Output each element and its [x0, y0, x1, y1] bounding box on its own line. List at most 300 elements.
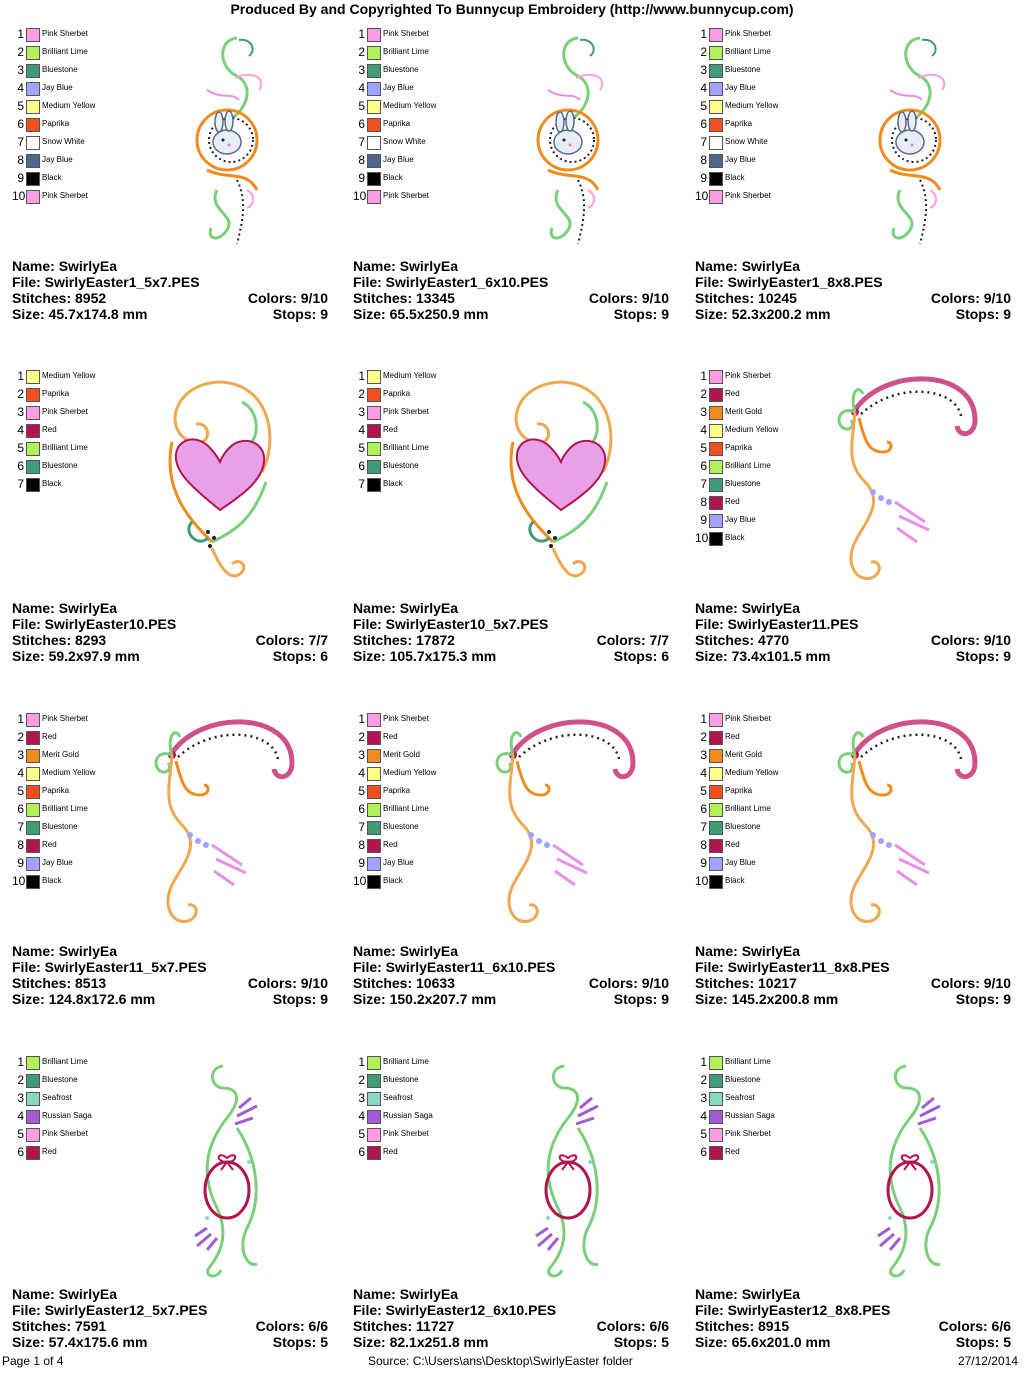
- stitch-count: 8513: [75, 975, 107, 991]
- design-card: [12, 711, 328, 1031]
- stitches-label: Stitches:: [695, 290, 755, 306]
- color-swatch-row: [353, 98, 493, 116]
- file-label: File:: [353, 274, 382, 290]
- color-count: 6/6: [308, 1318, 328, 1334]
- color-chip: [26, 1074, 40, 1088]
- color-name: Black: [42, 479, 62, 488]
- color-number: 7: [700, 135, 707, 149]
- color-swatch-row: [12, 404, 152, 422]
- color-name: Brilliant Lime: [383, 443, 429, 452]
- color-chip: [709, 388, 723, 402]
- color-swatch-row: [353, 765, 493, 783]
- colors-label: Colors:: [930, 975, 980, 991]
- color-name: Bluestone: [725, 1075, 761, 1084]
- color-swatch-row: [353, 1126, 493, 1144]
- color-swatch-row: [695, 711, 835, 729]
- color-chip: [26, 100, 40, 114]
- color-name: Bluestone: [725, 65, 761, 74]
- color-swatch-row: [695, 458, 835, 476]
- file-name: SwirlyEaster11_5x7.PES: [44, 959, 207, 975]
- color-swatch-row: [12, 458, 152, 476]
- color-chip: [26, 460, 40, 474]
- color-swatch-row: [353, 1072, 493, 1090]
- color-number: 9: [358, 171, 365, 185]
- print-date: 27/12/2014: [957, 1354, 1018, 1368]
- color-chip: [709, 767, 723, 781]
- color-name: Red: [383, 425, 398, 434]
- color-chip: [26, 1092, 40, 1106]
- name-label: Name:: [353, 1286, 396, 1302]
- color-name: Merit Gold: [725, 407, 762, 416]
- color-chip: [367, 1056, 381, 1070]
- color-chip: [26, 857, 40, 871]
- color-swatch-row: [695, 494, 835, 512]
- color-swatch-row: [12, 386, 152, 404]
- color-name: Bluestone: [383, 1075, 419, 1084]
- stops-label: Stops:: [272, 991, 317, 1007]
- color-swatch-row: [695, 747, 835, 765]
- color-number: 1: [700, 369, 707, 383]
- design-card: [353, 711, 669, 1031]
- file-name: SwirlyEaster11.PES: [727, 616, 859, 632]
- stitches-label: Stitches:: [12, 632, 72, 648]
- file-name: SwirlyEaster1_5x7.PES: [44, 274, 200, 290]
- color-name: Medium Yellow: [383, 371, 437, 380]
- color-chip: [709, 370, 723, 384]
- color-number: 10: [695, 189, 709, 203]
- color-number: 5: [17, 441, 24, 455]
- embroidery-design-preview: [177, 30, 287, 252]
- color-name: Jay Blue: [383, 83, 414, 92]
- color-number: 8: [358, 153, 365, 167]
- color-name: Paprika: [42, 389, 70, 398]
- name-label: Name:: [12, 600, 55, 616]
- color-name: Merit Gold: [42, 750, 79, 759]
- name-label: Name:: [353, 600, 396, 616]
- color-chip: [709, 424, 723, 438]
- color-number: 7: [700, 820, 707, 834]
- color-swatch-row: [353, 729, 493, 747]
- color-swatch-row: [12, 476, 152, 494]
- name-label: Name:: [12, 1286, 55, 1302]
- file-name: SwirlyEaster10.PES: [44, 616, 177, 632]
- file-label: File:: [12, 1302, 41, 1318]
- stops-label: Stops:: [272, 648, 317, 664]
- color-swatch-row: [12, 801, 152, 819]
- color-number: 1: [358, 712, 365, 726]
- color-number: 1: [17, 27, 24, 41]
- color-chip: [709, 1074, 723, 1088]
- color-name: Brilliant Lime: [725, 1057, 771, 1066]
- color-number: 5: [17, 99, 24, 113]
- color-swatch-row: [695, 386, 835, 404]
- stitch-count: 10633: [416, 975, 455, 991]
- color-chip: [709, 82, 723, 96]
- design-info: [12, 1286, 328, 1350]
- color-swatch-row: [12, 98, 152, 116]
- name-label: Name:: [12, 943, 55, 959]
- embroidery-design-preview: [177, 1058, 287, 1280]
- color-chip: [709, 803, 723, 817]
- design-card: [695, 26, 1011, 346]
- color-name: Brilliant Lime: [725, 47, 771, 56]
- color-chip: [709, 28, 723, 42]
- color-chip: [367, 749, 381, 763]
- color-name: Snow White: [383, 137, 426, 146]
- colors-label: Colors:: [247, 290, 297, 306]
- design-card: [12, 1054, 328, 1374]
- design-size: 150.2x207.7 mm: [389, 991, 497, 1007]
- color-swatch-row: [695, 62, 835, 80]
- color-chip: [367, 100, 381, 114]
- color-chip: [709, 118, 723, 132]
- color-name: Seafrost: [42, 1093, 72, 1102]
- color-number: 8: [17, 838, 24, 852]
- color-swatch-row: [12, 80, 152, 98]
- color-name: Bluestone: [42, 1075, 78, 1084]
- size-label: Size:: [353, 648, 386, 664]
- color-chip: [26, 767, 40, 781]
- color-chip: [26, 839, 40, 853]
- colors-label: Colors:: [247, 975, 297, 991]
- color-chip: [367, 1074, 381, 1088]
- color-chip: [709, 154, 723, 168]
- design-size: 45.7x174.8 mm: [48, 306, 148, 322]
- color-name: Jay Blue: [383, 858, 414, 867]
- stitches-label: Stitches:: [695, 632, 755, 648]
- size-label: Size:: [12, 306, 45, 322]
- source-path: Source: C:\Users\ans\Desktop\SwirlyEaster folder: [368, 1354, 633, 1368]
- design-name: SwirlyEa: [399, 600, 459, 616]
- color-number: 1: [700, 1055, 707, 1069]
- color-name: Pink Sherbet: [42, 1129, 88, 1138]
- design-card: [12, 26, 328, 346]
- color-name: Pink Sherbet: [42, 191, 88, 200]
- design-info: [12, 258, 328, 322]
- color-name: Red: [383, 732, 398, 741]
- color-chip: [26, 136, 40, 150]
- color-swatch-row: [695, 116, 835, 134]
- size-label: Size:: [353, 1334, 386, 1350]
- color-swatch-row: [353, 801, 493, 819]
- color-number: 3: [358, 63, 365, 77]
- color-number: 4: [358, 81, 365, 95]
- color-swatch-row: [12, 819, 152, 837]
- color-count: 7/7: [308, 632, 328, 648]
- color-number: 8: [358, 838, 365, 852]
- colors-label: Colors:: [596, 1318, 646, 1334]
- color-name: Merit Gold: [383, 750, 420, 759]
- color-name: Paprika: [383, 786, 411, 795]
- color-name: Merit Gold: [725, 750, 762, 759]
- color-name: Black: [725, 533, 745, 542]
- color-name: Seafrost: [383, 1093, 413, 1102]
- color-number: 1: [17, 712, 24, 726]
- color-swatch-row: [12, 747, 152, 765]
- color-chip: [26, 190, 40, 204]
- color-chip: [367, 1128, 381, 1142]
- color-swatch-row: [695, 855, 835, 873]
- color-name: Medium Yellow: [383, 768, 437, 777]
- color-chip: [26, 749, 40, 763]
- color-name: Brilliant Lime: [42, 47, 88, 56]
- file-label: File:: [12, 616, 41, 632]
- color-name: Paprika: [42, 786, 70, 795]
- color-name: Jay Blue: [42, 858, 73, 867]
- color-swatch-row: [353, 837, 493, 855]
- color-number: 9: [358, 856, 365, 870]
- color-chip: [709, 442, 723, 456]
- color-chip: [26, 821, 40, 835]
- color-name: Bluestone: [383, 461, 419, 470]
- color-swatch-row: [12, 170, 152, 188]
- color-swatch-row: [353, 170, 493, 188]
- design-info: [353, 600, 669, 664]
- name-label: Name:: [695, 1286, 738, 1302]
- color-name: Black: [725, 876, 745, 885]
- stop-count: 9: [661, 991, 669, 1007]
- stops-label: Stops:: [613, 648, 658, 664]
- color-swatch-row: [12, 116, 152, 134]
- color-name: Brilliant Lime: [383, 804, 429, 813]
- embroidery-design-preview: [518, 1058, 628, 1280]
- color-number: 10: [12, 189, 26, 203]
- color-swatch-row: [353, 476, 493, 494]
- color-name: Black: [42, 173, 62, 182]
- stops-label: Stops:: [613, 1334, 658, 1350]
- color-swatch-row: [353, 1054, 493, 1072]
- stitch-count: 13345: [416, 290, 455, 306]
- color-name: Medium Yellow: [725, 768, 779, 777]
- color-name: Paprika: [383, 119, 411, 128]
- color-chip: [709, 785, 723, 799]
- colors-label: Colors:: [588, 975, 638, 991]
- color-number: 10: [353, 874, 367, 888]
- color-name: Medium Yellow: [725, 425, 779, 434]
- color-name: Black: [42, 876, 62, 885]
- color-number: 9: [17, 171, 24, 185]
- stops-label: Stops:: [955, 306, 1000, 322]
- design-size: 105.7x175.3 mm: [389, 648, 497, 664]
- color-number: 2: [358, 45, 365, 59]
- color-name: Bluestone: [383, 65, 419, 74]
- stop-count: 5: [1003, 1334, 1011, 1350]
- color-chip: [26, 803, 40, 817]
- color-number: 2: [700, 730, 707, 744]
- color-number: 2: [700, 45, 707, 59]
- color-swatch-row: [695, 1090, 835, 1108]
- color-chip: [709, 532, 723, 546]
- color-number: 2: [17, 1073, 24, 1087]
- color-chip: [367, 82, 381, 96]
- color-name: Red: [383, 1147, 398, 1156]
- color-number: 5: [358, 1127, 365, 1141]
- color-number: 1: [700, 712, 707, 726]
- color-chip: [367, 442, 381, 456]
- page-number: Page 1 of 4: [2, 1354, 64, 1368]
- color-number: 4: [358, 1109, 365, 1123]
- color-swatch-row: [353, 26, 493, 44]
- stop-count: 6: [661, 648, 669, 664]
- stitch-count: 8952: [75, 290, 107, 306]
- color-name: Red: [42, 732, 57, 741]
- page-title: Produced By and Copyrighted To Bunnycup Embroidery (http://www.bunnycup.com): [230, 1, 794, 17]
- color-chip: [26, 731, 40, 745]
- colors-label: Colors:: [588, 290, 638, 306]
- color-swatch-row: [12, 134, 152, 152]
- color-swatch-row: [695, 440, 835, 458]
- color-swatch-row: [695, 1108, 835, 1126]
- color-chip: [367, 478, 381, 492]
- color-name: Red: [725, 1147, 740, 1156]
- file-label: File:: [353, 959, 382, 975]
- color-number: 9: [700, 171, 707, 185]
- color-number: 9: [700, 513, 707, 527]
- color-swatch-row: [12, 62, 152, 80]
- file-name: SwirlyEaster1_8x8.PES: [727, 274, 883, 290]
- stop-count: 9: [1003, 648, 1011, 664]
- file-label: File:: [353, 616, 382, 632]
- color-name: Pink Sherbet: [725, 29, 771, 38]
- color-name: Jay Blue: [725, 858, 756, 867]
- color-chip: [709, 1092, 723, 1106]
- color-count: 9/10: [983, 975, 1011, 991]
- name-label: Name:: [695, 600, 738, 616]
- stop-count: 9: [1003, 306, 1011, 322]
- color-swatch-row: [353, 404, 493, 422]
- color-chip: [367, 460, 381, 474]
- color-name: Jay Blue: [725, 515, 756, 524]
- color-number: 4: [700, 423, 707, 437]
- color-swatch-row: [12, 1054, 152, 1072]
- color-swatch-row: [353, 80, 493, 98]
- color-swatch-row: [12, 44, 152, 62]
- color-swatch-row: [695, 1054, 835, 1072]
- color-name: Pink Sherbet: [383, 1129, 429, 1138]
- color-swatch-row: [12, 188, 152, 206]
- color-swatch-row: [353, 1144, 493, 1162]
- stitch-count: 17872: [416, 632, 455, 648]
- color-number: 3: [358, 748, 365, 762]
- color-swatch-row: [353, 819, 493, 837]
- color-number: 3: [358, 405, 365, 419]
- color-chip: [367, 28, 381, 42]
- color-name: Red: [725, 497, 740, 506]
- color-number: 6: [700, 459, 707, 473]
- color-number: 3: [358, 1091, 365, 1105]
- color-swatch-row: [353, 747, 493, 765]
- color-chip: [367, 713, 381, 727]
- stops-label: Stops:: [613, 991, 658, 1007]
- color-name: Russian Saga: [42, 1111, 92, 1120]
- color-swatch-row: [353, 458, 493, 476]
- design-info: [353, 943, 669, 1007]
- color-chip: [367, 1146, 381, 1160]
- color-chip: [709, 821, 723, 835]
- color-number: 10: [695, 874, 709, 888]
- color-chip: [26, 1110, 40, 1124]
- color-name: Pink Sherbet: [725, 1129, 771, 1138]
- name-label: Name:: [12, 258, 55, 274]
- color-chip: [26, 388, 40, 402]
- color-number: 10: [695, 531, 709, 545]
- color-swatch-row: [695, 170, 835, 188]
- stops-label: Stops:: [955, 1334, 1000, 1350]
- color-number: 3: [17, 1091, 24, 1105]
- color-name: Medium Yellow: [42, 371, 96, 380]
- color-number: 5: [358, 99, 365, 113]
- color-swatch-row: [353, 44, 493, 62]
- color-chip: [709, 857, 723, 871]
- color-chip: [709, 1110, 723, 1124]
- color-name: Bluestone: [725, 479, 761, 488]
- color-chip: [26, 82, 40, 96]
- color-name: Brilliant Lime: [42, 443, 88, 452]
- color-number: 8: [700, 495, 707, 509]
- color-chip: [26, 370, 40, 384]
- color-swatch-row: [695, 476, 835, 494]
- color-name: Black: [383, 479, 403, 488]
- design-name: SwirlyEa: [741, 600, 801, 616]
- color-swatch-row: [12, 855, 152, 873]
- color-chip: [26, 785, 40, 799]
- color-number: 6: [358, 117, 365, 131]
- color-name: Medium Yellow: [42, 101, 96, 110]
- color-swatch-row: [12, 152, 152, 170]
- stitches-label: Stitches:: [12, 975, 72, 991]
- color-swatch-row: [12, 729, 152, 747]
- name-label: Name:: [353, 258, 396, 274]
- embroidery-design-preview: [493, 372, 629, 594]
- color-swatch-row: [353, 1108, 493, 1126]
- design-info: [695, 1286, 1011, 1350]
- color-swatch-row: [695, 404, 835, 422]
- color-swatch-row: [695, 729, 835, 747]
- file-label: File:: [695, 616, 724, 632]
- color-chip: [26, 64, 40, 78]
- design-size: 73.4x101.5 mm: [731, 648, 831, 664]
- stop-count: 5: [320, 1334, 328, 1350]
- color-swatch-row: [695, 765, 835, 783]
- color-number: 5: [700, 441, 707, 455]
- color-number: 6: [700, 117, 707, 131]
- design-card: [695, 711, 1011, 1031]
- color-swatch-row: [353, 134, 493, 152]
- stitches-label: Stitches:: [353, 632, 413, 648]
- name-label: Name:: [695, 258, 738, 274]
- colors-label: Colors:: [596, 632, 646, 648]
- design-name: SwirlyEa: [58, 258, 118, 274]
- design-name: SwirlyEa: [399, 258, 459, 274]
- stitch-count: 10217: [758, 975, 797, 991]
- color-name: Bluestone: [725, 822, 761, 831]
- color-name: Medium Yellow: [42, 768, 96, 777]
- file-name: SwirlyEaster12_8x8.PES: [727, 1302, 891, 1318]
- color-number: 5: [17, 784, 24, 798]
- color-chip: [709, 406, 723, 420]
- stop-count: 9: [661, 306, 669, 322]
- color-chip: [26, 1146, 40, 1160]
- color-number: 2: [700, 1073, 707, 1087]
- color-chip: [367, 118, 381, 132]
- color-chip: [26, 875, 40, 889]
- design-name: SwirlyEa: [741, 1286, 801, 1302]
- color-number: 3: [700, 63, 707, 77]
- color-chip: [26, 46, 40, 60]
- design-size: 52.3x200.2 mm: [731, 306, 831, 322]
- color-swatch-row: [12, 837, 152, 855]
- color-number: 5: [700, 99, 707, 113]
